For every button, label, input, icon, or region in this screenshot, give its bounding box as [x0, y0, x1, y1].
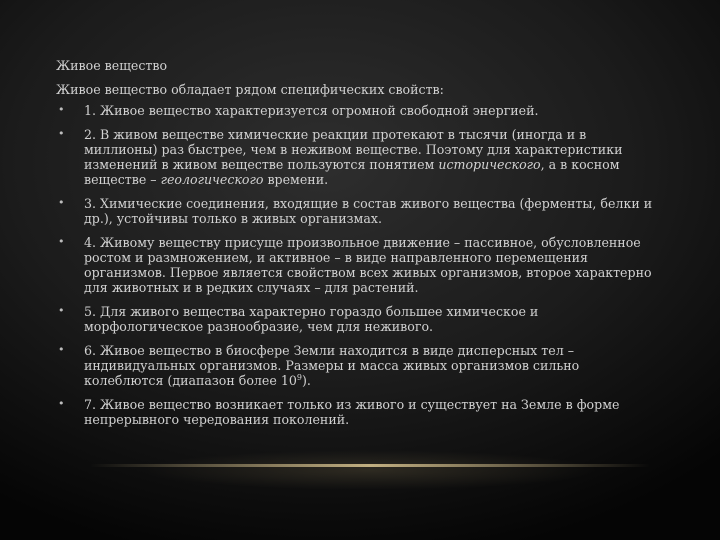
- item-7-text: 7. Живое вещество возникает только из живого и существует на Земле в форме непрерывного чередования поколений.: [84, 397, 620, 427]
- item-2-emphasis-historical: исторического: [438, 157, 541, 172]
- bullet-icon: •: [58, 304, 65, 317]
- item-4-text: 4. Живому веществу присуще произвольное движение – пассивное, обусловленное ростом и размножением, и активное – в виде направленного перемещения организмов. Первое является свойством всех живых организмов, второе характерно для животных и в редких случаях – для растений.: [84, 235, 652, 295]
- slide-intro: Живое вещество обладает рядом специфических свойств:: [56, 82, 444, 97]
- list-item-5: [56, 304, 656, 334]
- item-2-emphasis-geological: геологического: [160, 172, 264, 187]
- item-2-text-end: времени.: [263, 172, 329, 187]
- bullet-icon: •: [58, 343, 65, 356]
- bullet-icon: •: [58, 397, 65, 410]
- list-item-2: [56, 127, 656, 187]
- item-6-text: 6. Живое вещество в биосфере Земли находится в виде дисперсных тел – индивидуальных организмов. Размеры и масса живых организмов сильно колеблются (диапазон более 10: [84, 343, 580, 388]
- item-1-text: 1. Живое вещество характеризуется огромной свободной энергией.: [84, 103, 539, 118]
- bullet-icon: •: [58, 103, 65, 116]
- property-list: [56, 103, 656, 427]
- item-6-superscript: 9: [296, 372, 302, 382]
- item-2-text: 2. В живом веществе химические реакции протекают в тысячи (иногда и в миллионы) раз быстрее, чем в неживом веществе. Поэтому для характеристики изменений в живом веществе пользуются понятием: [84, 127, 623, 172]
- bottom-glow-halo: [140, 450, 600, 490]
- list-item-7: [56, 397, 656, 427]
- slide-content: [56, 58, 656, 436]
- bullet-icon: •: [58, 235, 65, 248]
- bottom-glow-line: [90, 464, 650, 467]
- bullet-icon: •: [58, 196, 65, 209]
- item-2-text-middle: , а в косном веществе –: [84, 157, 620, 187]
- bullet-icon: •: [58, 127, 65, 140]
- slide-heading: Живое вещество: [56, 58, 168, 73]
- item-3-text: 3. Химические соединения, входящие в состав живого вещества (ферменты, белки и др.), устойчивы только в живых организмах.: [84, 196, 653, 226]
- list-item-3: [56, 196, 656, 226]
- item-5-text: 5. Для живого вещества характерно гораздо большее химическое и морфологическое разнообразие, чем для неживого.: [84, 304, 539, 334]
- list-item-4: [56, 235, 656, 295]
- list-item-1: [56, 103, 656, 118]
- item-6-text-end: ).: [301, 373, 311, 388]
- list-item-6: [56, 343, 656, 388]
